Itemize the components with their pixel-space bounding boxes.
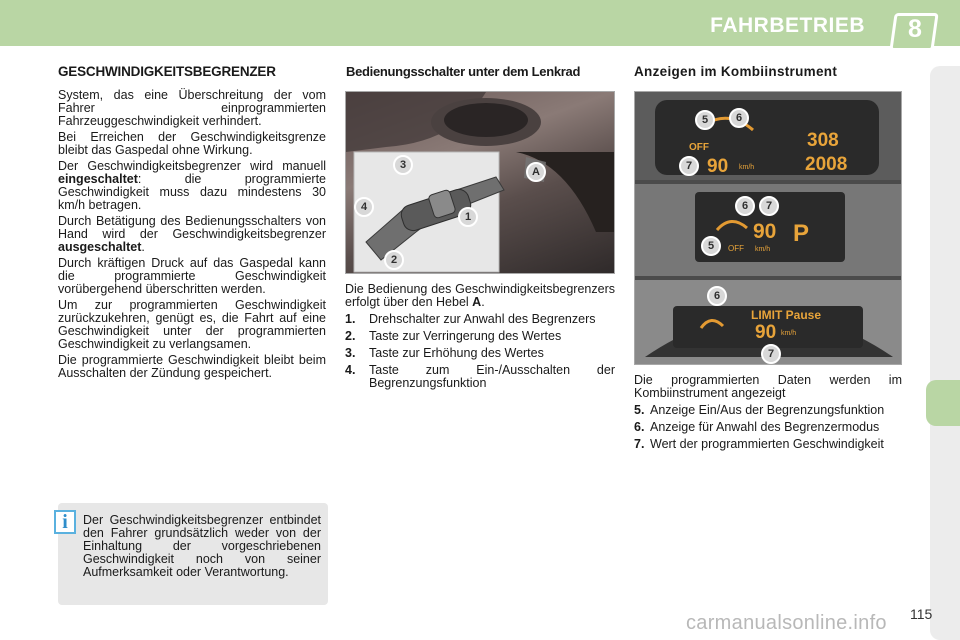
info-text: Der Geschwindigkeitsbegrenzer entbindet den Fahrer grundsätzlich weder von der Einhaltung der vorgeschriebenen Geschwindigkeit noch von seiner Aufmerksamkeit oder Verantwortung. [83, 513, 321, 579]
callout-badge: 4 [354, 197, 374, 217]
chapter-tab-active[interactable] [926, 380, 960, 426]
section-heading-speed-limiter: GESCHWINDIGKEITSBEGRENZER [58, 64, 276, 79]
lcd-speed: 90 [753, 220, 777, 243]
lcd-speed: 90 [707, 156, 729, 177]
lcd-speed: 90 [755, 322, 777, 343]
steering-column-control-photo [345, 91, 615, 274]
callout-badge: 5 [695, 110, 715, 130]
callout-badge: 6 [735, 196, 755, 216]
chapter-number: 8 [908, 15, 922, 43]
lcd-odometer: 308 [807, 130, 839, 151]
lcd-unit: km/h [755, 246, 771, 253]
instrument-cluster-photos [634, 91, 902, 365]
list-item: 7. Wert der programmierten Geschwindigkeit [634, 437, 884, 451]
lcd-unit: km/h [739, 164, 755, 171]
callout-badge: 7 [761, 344, 781, 364]
intro-text: Die Bedienung des Geschwindigkeitsbegrenzers erfolgt über den Hebel A. [345, 282, 615, 309]
chapter-tab-strip [930, 66, 960, 640]
list-item: 1. Drehschalter zur Anwahl des Begrenzers [345, 312, 596, 326]
section-heading-instrument-displays: Anzeigen im Kombiinstrument [634, 64, 838, 79]
list-item: 5. Anzeige Ein/Aus der Begrenzungsfunktion [634, 403, 885, 417]
paragraph: Bei Erreichen der Geschwindigkeitsgrenze bleibt das Gaspedal ohne Wirkung. [58, 130, 326, 157]
lcd-gear: P [793, 220, 810, 247]
chapter-title: FAHRBETRIEB [710, 14, 865, 37]
callout-badge: 6 [707, 286, 727, 306]
steering-control-text [345, 283, 615, 394]
info-icon: i [54, 510, 76, 534]
page-number: 115 [910, 606, 933, 622]
list-item: 3. Taste zur Erhöhung des Wertes [345, 346, 544, 360]
callout-badge: 2 [384, 250, 404, 270]
instrument-displays-text [634, 374, 902, 455]
paragraph: Durch kräftigen Druck auf das Gaspedal kann die programmierte Geschwindigkeit vorübergehend überschritten werden. [58, 256, 326, 296]
watermark: carmanualsonline.info [686, 612, 887, 634]
callout-badge: 3 [393, 155, 413, 175]
speed-limiter-description [58, 89, 326, 383]
lcd-off-label: OFF [689, 142, 709, 153]
callout-badge: 6 [729, 108, 749, 128]
callout-badge: 5 [701, 236, 721, 256]
callout-badge: A [526, 162, 546, 182]
paragraph: Durch Betätigung des Bedienungsschalters von Hand wird der Geschwindigkeitsbegrenzer ausgeschaltet. [58, 214, 326, 254]
callout-badge: 7 [759, 196, 779, 216]
paragraph: Um zur programmierten Geschwindigkeit zurückzukehren, genügt es, die Fahrt auf eine Geschwindigkeit unter der programmierten Geschwindigkeit zu verlangsamen. [58, 298, 326, 351]
list-item: 6. Anzeige für Anwahl des Begrenzermodus [634, 420, 880, 434]
callout-badge: 7 [679, 156, 699, 176]
list-item: 2. Taste zur Verringerung des Wertes [345, 329, 562, 343]
lcd-trip: 2008 [805, 154, 848, 175]
lcd-unit: km/h [781, 330, 797, 337]
paragraph: Der Geschwindigkeitsbegrenzer wird manuell eingeschaltet: die programmierte Geschwindigkeit muss dazu mindestens 30 km/h betragen. [58, 159, 326, 212]
paragraph: Die programmierte Geschwindigkeit bleibt beim Ausschalten der Zündung gespeichert. [58, 353, 326, 380]
section-heading-steering-control: Bedienungsschalter unter dem Lenkrad [346, 64, 581, 79]
list-item: 4. Taste zum Ein-/Ausschalten der Begrenzungsfunktion [345, 363, 615, 390]
callout-badge: 1 [458, 207, 478, 227]
lcd-mode: LIMIT Pause [751, 308, 822, 322]
steering-lever-illustration [346, 92, 615, 274]
paragraph: System, das eine Überschreitung der vom Fahrer einprogrammierten Fahrzeuggeschwindigkeit verhindert. [58, 88, 326, 128]
intro-text: Die programmierten Daten werden im Kombiinstrument angezeigt [634, 373, 902, 400]
lcd-off-label: OFF [728, 244, 744, 253]
